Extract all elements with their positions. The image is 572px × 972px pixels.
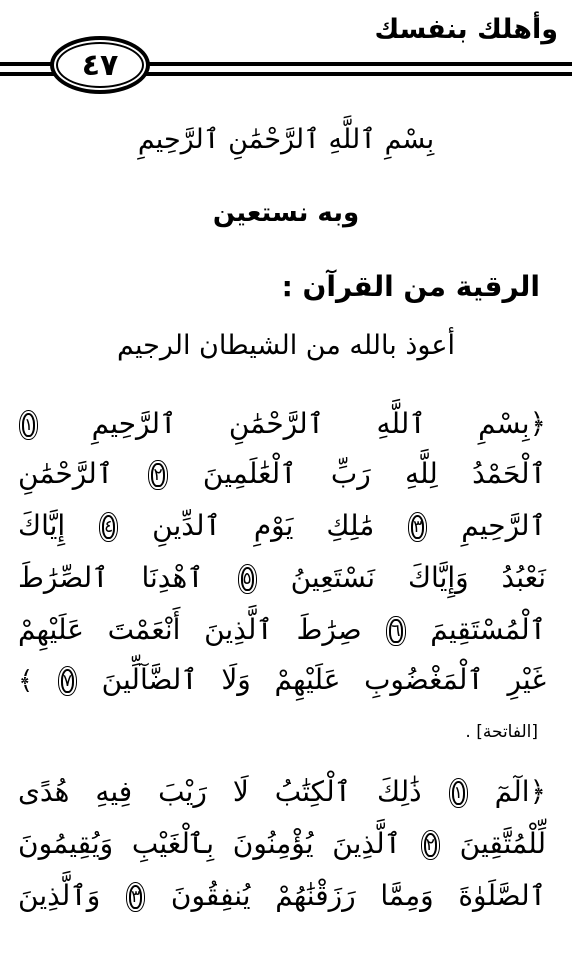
surah-reference: [الفاتحة] .	[465, 722, 538, 742]
verse-text: ٱلْمُسْتَقِيمَ	[430, 613, 547, 646]
verse-text: ﴿بِسْمِ ٱللَّهِ ٱلرَّحْمَٰنِ ٱلرَّحِيمِ	[91, 407, 546, 440]
closing-ornate-bracket: ﴾	[18, 666, 34, 696]
verse-text: ٱلصَّلَوٰةَ وَمِمَّا رَزَقْنَٰهُمْ يُنفِقُونَ	[170, 879, 547, 912]
invocation-line: وبه نستعين	[212, 198, 360, 228]
ayah-number-marker: ٣	[413, 517, 423, 537]
ayah-number-marker: ٦	[391, 621, 401, 641]
verse-text: ٱلَّذِينَ يُؤْمِنُونَ بِٱلْغَيْبِ وَيُقِيمُونَ	[18, 827, 402, 860]
ayah-number-marker: ٣	[131, 887, 141, 907]
ayah-number-marker: ٧	[62, 671, 73, 691]
verse-text: صِرَٰطَ ٱلَّذِينَ أَنْعَمْتَ عَلَيْهِمْ	[18, 613, 362, 646]
ayah-number-marker: ٥	[242, 569, 252, 589]
verse-text: ٱلرَّحِيمِ	[461, 509, 546, 542]
verse-text: ﴿الٓمٓ	[494, 775, 546, 808]
isti-adha-line: أعوذ بالله من الشيطان الرجيم	[117, 330, 455, 361]
fatiha-line-5	[18, 604, 546, 656]
section-heading: الرقية من القرآن :	[281, 270, 540, 303]
verse-text: وَٱلَّذِينَ	[18, 879, 101, 912]
baqara-line-2	[18, 818, 546, 870]
baqara-line-1	[18, 766, 546, 818]
fatiha-line-1	[18, 398, 546, 450]
ayah-number-marker: ٤	[104, 517, 114, 537]
ayah-number-marker: ٢	[153, 465, 163, 485]
fatiha-line-4	[18, 552, 546, 604]
ayah-number-marker: ١	[453, 783, 463, 803]
verse-text: ذَٰلِكَ ٱلْكِتَٰبُ لَا رَيْبَ فِيهِ هُدًى	[18, 775, 422, 808]
fatiha-line-3	[18, 500, 546, 552]
page-number: ٤٧	[81, 48, 119, 83]
verse-text: ٱلْحَمْدُ لِلَّهِ رَبِّ ٱلْعَٰلَمِينَ	[202, 457, 546, 490]
verse-text: إِيَّاكَ	[18, 509, 66, 542]
baqara-line-3	[18, 870, 546, 922]
ayah-number-marker: ١	[24, 415, 34, 435]
fatiha-line-2	[18, 448, 546, 500]
book-title: وأهلك بنفسك	[374, 14, 558, 45]
verse-text: مَٰلِكِ يَوْمِ ٱلدِّينِ	[152, 509, 375, 542]
verse-text: نَعْبُدُ وَإِيَّاكَ نَسْتَعِينُ	[290, 561, 546, 594]
verse-text: ٱهْدِنَا ٱلصِّرَٰطَ	[18, 561, 204, 594]
verse-text: ٱلرَّحْمَٰنِ	[18, 457, 114, 490]
basmala: بِسْمِ ٱللَّهِ ٱلرَّحْمَٰنِ ٱلرَّحِيمِ	[137, 124, 435, 155]
fatiha-line-6	[18, 654, 546, 706]
verse-text: لِّلْمُتَّقِينَ	[459, 827, 547, 860]
ayah-number-marker: ٢	[425, 835, 435, 855]
verse-text: غَيْرِ ٱلْمَغْضُوبِ عَلَيْهِمْ وَلَا ٱلضَّآلِّينَ	[101, 663, 546, 696]
